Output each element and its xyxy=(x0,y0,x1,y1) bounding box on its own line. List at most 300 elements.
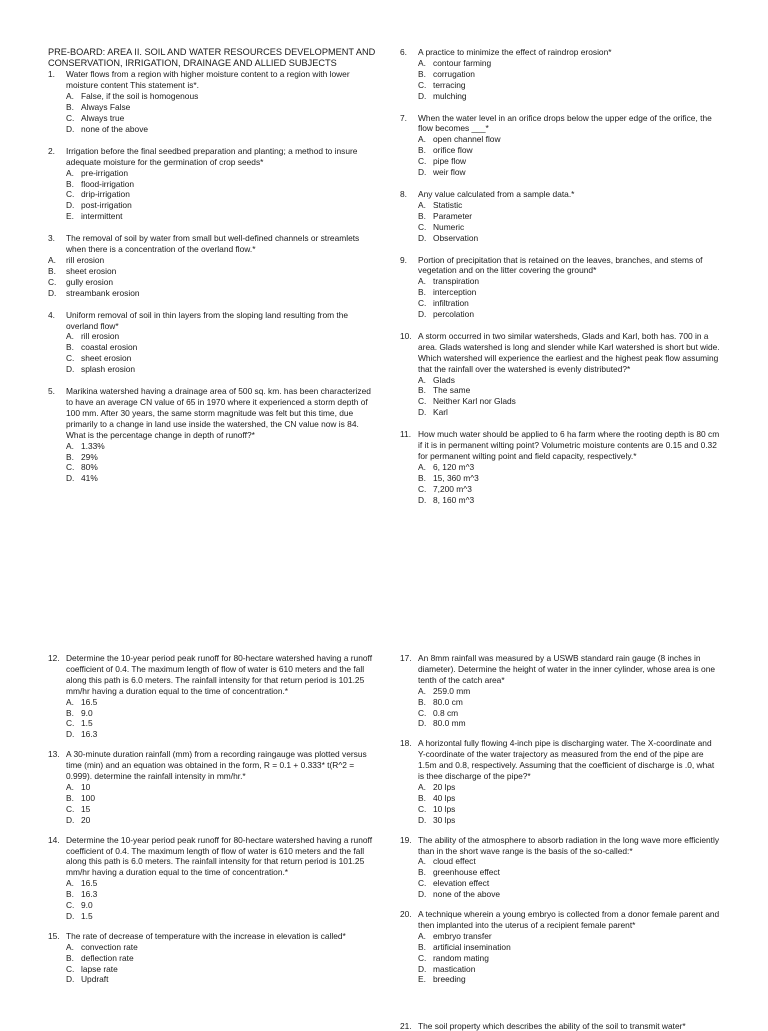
option-text: 41% xyxy=(81,473,98,484)
option-letter: B. xyxy=(418,210,426,221)
answer-option xyxy=(48,288,378,299)
answer-option xyxy=(400,58,720,69)
option-text: 9.0 xyxy=(81,900,93,911)
question-number: 4. xyxy=(48,309,55,320)
option-letter: B. xyxy=(418,867,426,878)
option-letter: A. xyxy=(418,134,426,145)
option-letter: C. xyxy=(66,113,75,124)
question-stem xyxy=(400,331,720,375)
option-letter: D. xyxy=(66,814,75,825)
option-text: mastication xyxy=(433,963,476,974)
question-text: The soil property which describes the ability of the soil to transmit water* xyxy=(418,1021,686,1031)
option-text: sheet erosion xyxy=(81,353,132,364)
option-letter: A. xyxy=(66,781,74,792)
option-letter: B. xyxy=(48,265,56,276)
answer-option xyxy=(400,804,720,815)
option-letter: B. xyxy=(66,178,74,189)
answer-option xyxy=(400,856,720,867)
answer-option xyxy=(400,473,720,484)
option-letter: E. xyxy=(66,211,74,222)
option-letter: C. xyxy=(418,803,427,814)
question-item xyxy=(48,69,378,134)
option-letter: C. xyxy=(418,952,427,963)
question-item xyxy=(400,835,720,900)
option-text: weir flow xyxy=(433,167,466,178)
answer-option xyxy=(48,189,378,200)
option-text: none of the above xyxy=(433,889,501,900)
option-letter: C. xyxy=(66,963,75,974)
option-text: Always False xyxy=(81,102,131,113)
option-text: 80% xyxy=(81,462,98,473)
option-letter: A. xyxy=(66,167,74,178)
question-stem xyxy=(400,113,720,135)
answer-option xyxy=(48,102,378,113)
answer-option xyxy=(48,168,378,179)
option-letter: B. xyxy=(66,889,74,900)
answer-option xyxy=(400,385,720,396)
option-text: 20 xyxy=(81,814,91,825)
question-stem xyxy=(400,189,720,200)
question-item xyxy=(48,835,378,922)
option-text: False, if the soil is homogenous xyxy=(81,91,199,102)
question-number: 13. xyxy=(48,749,60,760)
option-text: Karl xyxy=(433,407,448,418)
option-text: gully erosion xyxy=(66,276,114,287)
question-stem xyxy=(48,931,378,942)
option-text: pipe flow xyxy=(433,156,467,167)
option-text: Numeric xyxy=(433,221,465,232)
option-letter: A. xyxy=(418,685,426,696)
answer-option xyxy=(400,375,720,386)
option-text: Parameter xyxy=(433,210,473,221)
option-letter: B. xyxy=(66,792,74,803)
question-number: 17. xyxy=(400,653,412,663)
answer-option xyxy=(400,287,720,298)
answer-option xyxy=(48,473,378,484)
answer-option xyxy=(400,211,720,222)
option-text: 16.5 xyxy=(81,878,98,889)
answer-option xyxy=(400,686,720,697)
answer-option xyxy=(400,718,720,729)
answer-option xyxy=(400,145,720,156)
option-text: rill erosion xyxy=(81,331,120,342)
option-letter: B. xyxy=(418,472,426,483)
option-text: 15, 360 m^3 xyxy=(433,472,479,483)
option-letter: C. xyxy=(66,189,75,200)
question-item xyxy=(48,386,378,484)
question-item xyxy=(400,331,720,418)
question-list xyxy=(48,69,378,484)
option-letter: B. xyxy=(66,342,74,353)
option-letter: D. xyxy=(418,167,427,178)
answer-option xyxy=(48,900,378,911)
answer-option xyxy=(400,964,720,975)
answer-option xyxy=(400,931,720,942)
question-stem xyxy=(48,749,378,782)
question-number: 20. xyxy=(400,909,412,920)
question-text: The removal of soil by water from small but well-defined channels or streamlets when there is a concentration of the overland flow.* xyxy=(66,233,360,255)
answer-option xyxy=(400,69,720,80)
question-stem xyxy=(48,146,378,168)
option-letter: C. xyxy=(418,483,427,494)
option-text: 259.0 mm xyxy=(433,685,471,696)
option-text: 7,200 m^3 xyxy=(433,483,472,494)
option-letter: B. xyxy=(418,68,426,79)
question-item xyxy=(48,931,378,986)
answer-option xyxy=(48,211,378,222)
answer-option xyxy=(48,266,378,277)
question-stem xyxy=(48,835,378,879)
option-text: 16.5 xyxy=(81,696,98,707)
answer-option xyxy=(48,124,378,135)
answer-option xyxy=(48,452,378,463)
option-text: interception xyxy=(433,287,477,298)
option-letter: A. xyxy=(418,930,426,941)
question-text: A storm occurred in two similar watersheds, Glads and Karl, both has. 700 in a area. Glads watershed is long and slender while Karl watershed is short but wide. Which watershed will experience the earliest and the highest peak flow assuming that the rainfall over the watershed is evenly distributed?* xyxy=(418,330,720,374)
answer-option xyxy=(48,462,378,473)
answer-option xyxy=(48,113,378,124)
option-letter: B. xyxy=(418,145,426,156)
option-text: transpiration xyxy=(433,276,480,287)
question-number: 3. xyxy=(48,233,55,244)
option-text: 16.3 xyxy=(81,729,98,740)
option-letter: B. xyxy=(66,102,74,113)
answer-option xyxy=(400,942,720,953)
option-letter: A. xyxy=(418,199,426,210)
question-text: Uniform removal of soil in thin layers from the sloping land resulting from the overland flow* xyxy=(66,309,349,331)
option-text: pre-irrigation xyxy=(81,167,129,178)
option-text: 1.5 xyxy=(81,910,93,921)
answer-option xyxy=(48,889,378,900)
option-text: terracing xyxy=(433,79,466,90)
question-item xyxy=(48,749,378,825)
answer-option xyxy=(400,80,720,91)
exam-title: PRE-BOARD: AREA II. SOIL AND WATER RESOURCES DEVELOPMENT AND CONSERVATION, IRRIGATION, DRAINAGE AND ALLIED SUBJECTS xyxy=(48,47,376,69)
page-2 xyxy=(0,512,768,1024)
question-item xyxy=(400,738,720,825)
answer-option xyxy=(48,964,378,975)
question-text: A horizontal fully flowing 4-inch pipe is discharging water. The X-coordinate and Y-coordinate of the water trajectory as measured from the end of the pipe are 1.5m and 0.8, respectively. Assuming that the coefficient of discharge is .0, what is thee discharge of the pipe?* xyxy=(418,738,715,782)
option-letter: D. xyxy=(418,309,427,320)
option-text: random mating xyxy=(433,952,489,963)
option-letter: B. xyxy=(66,952,74,963)
answer-option xyxy=(400,91,720,102)
option-text: 20 lps xyxy=(433,781,456,792)
option-text: lapse rate xyxy=(81,963,118,974)
option-text: 6, 120 m^3 xyxy=(433,461,475,472)
answer-option xyxy=(400,697,720,708)
question-text: Determine the 10-year period peak runoff for 80-hectare watershed having a runoff coefficient of 0.4. The maximum length of flow of water is 610 meters and the fall along this path is 6.0 meters. The rainfall intensity for that return period is 101.25 mm/hr having a duration equal to the time of concentration.* xyxy=(66,834,373,878)
option-text: 1.33% xyxy=(81,440,105,451)
question-number: 19. xyxy=(400,834,412,845)
page2-right-column xyxy=(400,653,720,994)
option-letter: A. xyxy=(66,878,74,889)
question-text: Water flows from a region with higher moisture content to a region with lower moisture content This statement is*. xyxy=(66,69,350,91)
option-letter: C. xyxy=(418,156,427,167)
question-item xyxy=(400,653,720,729)
option-text: Glads xyxy=(433,374,455,385)
question-item xyxy=(400,909,720,985)
question-item xyxy=(48,233,378,298)
question-item xyxy=(48,653,378,740)
question-number: 6. xyxy=(400,47,407,57)
question-stem xyxy=(400,429,720,462)
question-item xyxy=(48,310,378,375)
page-1 xyxy=(0,0,768,512)
option-letter: A. xyxy=(418,461,426,472)
question-number: 18. xyxy=(400,738,412,749)
question-text: Irrigation before the final seedbed preparation and planting; a method to insure adequate moisture for the germination of crop seeds* xyxy=(66,145,358,167)
question-text: A 30-minute duration rainfall (mm) from a recording raingauge was plotted versus time (min) and an equation was obtained in the form, R = 0.1 + 0.333* t(R^2 = 0.999). determine the rainfall intensity in mm/hr.* xyxy=(66,749,367,782)
option-letter: D. xyxy=(418,963,427,974)
question-stem xyxy=(48,310,378,332)
question-stem xyxy=(400,909,720,931)
option-text: sheet erosion xyxy=(66,265,117,276)
answer-option xyxy=(400,407,720,418)
question-text: Determine the 10-year period peak runoff for 80-hectare watershed having a runoff coefficient of 0.4. The maximum length of flow of water is 610 meters and the fall along this path is 6.0 meters. The rainfall intensity for that return period is 101.25 mm/hr having a duration equal to the time of concentration.* xyxy=(66,653,373,696)
option-text: artificial insemination xyxy=(433,941,511,952)
option-letter: A. xyxy=(418,57,426,68)
question-text: A practice to minimize the effect of raindrop erosion* xyxy=(418,47,612,57)
option-letter: C. xyxy=(418,79,427,90)
answer-option xyxy=(48,782,378,793)
page2-left-column xyxy=(48,653,378,994)
option-letter: B. xyxy=(418,385,426,396)
option-letter: D. xyxy=(48,287,57,298)
option-letter: C. xyxy=(66,353,75,364)
question-list xyxy=(400,653,720,985)
option-letter: C. xyxy=(418,396,427,407)
option-letter: A. xyxy=(48,255,56,265)
option-text: deflection rate xyxy=(81,952,134,963)
option-letter: D. xyxy=(418,889,427,900)
option-text: 15 xyxy=(81,803,91,814)
answer-option xyxy=(48,911,378,922)
answer-option xyxy=(400,867,720,878)
answer-option xyxy=(48,255,378,266)
option-text: streambank erosion xyxy=(66,287,140,298)
option-text: intermittent xyxy=(81,211,123,222)
option-letter: D. xyxy=(418,407,427,418)
answer-option xyxy=(400,484,720,495)
option-letter: D. xyxy=(66,364,75,375)
option-letter: B. xyxy=(418,696,426,707)
question-21-partial xyxy=(400,1021,720,1031)
option-letter: D. xyxy=(66,200,75,211)
question-item xyxy=(400,255,720,320)
question-item xyxy=(48,146,378,222)
option-letter: D. xyxy=(66,910,75,921)
option-letter: C. xyxy=(418,221,427,232)
answer-option xyxy=(400,462,720,473)
option-text: 80.0 cm xyxy=(433,696,463,707)
option-text: 9.0 xyxy=(81,707,93,718)
page1-left-column xyxy=(48,47,378,495)
question-text: An 8mm rainfall was measured by a USWB standard rain gauge (8 inches in diameter). Determine the height of water in the inner cylinder, whose area is one tenth of the catch area* xyxy=(418,653,716,685)
answer-option xyxy=(400,708,720,719)
question-list xyxy=(48,653,378,985)
answer-option xyxy=(48,815,378,826)
answer-option xyxy=(48,878,378,889)
question-text: The ability of the atmosphere to absorb radiation in the long wave more efficiently than in the short wave range is the basis of the so-called:* xyxy=(418,834,720,856)
option-text: Observation xyxy=(433,232,479,243)
question-list xyxy=(400,47,720,506)
answer-option xyxy=(48,342,378,353)
option-letter: D. xyxy=(66,729,75,740)
option-text: none of the above xyxy=(81,123,149,134)
option-letter: A. xyxy=(66,331,74,342)
answer-option xyxy=(48,793,378,804)
option-text: embryo transfer xyxy=(433,930,492,941)
question-stem xyxy=(48,386,378,441)
option-letter: A. xyxy=(418,856,426,867)
answer-option xyxy=(48,729,378,740)
option-text: 8, 160 m^3 xyxy=(433,494,475,505)
option-letter: D. xyxy=(66,123,75,134)
option-letter: B. xyxy=(418,792,426,803)
option-letter: A. xyxy=(66,91,74,102)
answer-option xyxy=(400,200,720,211)
option-text: 10 xyxy=(81,781,91,792)
option-text: 30 lps xyxy=(433,814,456,825)
question-number: 21. xyxy=(400,1021,412,1031)
option-text: Always true xyxy=(81,113,125,124)
option-text: The same xyxy=(433,385,471,396)
answer-option xyxy=(48,697,378,708)
option-text: rill erosion xyxy=(66,255,105,265)
answer-option xyxy=(400,167,720,178)
question-number: 9. xyxy=(400,254,407,265)
question-number: 14. xyxy=(48,834,60,845)
question-stem xyxy=(400,738,720,782)
question-text: Portion of precipitation that is retained on the leaves, branches, and stems of vegetation and on the litter covering the ground* xyxy=(418,254,703,276)
option-letter: A. xyxy=(66,941,74,952)
answer-option xyxy=(400,974,720,985)
option-letter: C. xyxy=(66,462,75,473)
question-number: 12. xyxy=(48,653,60,663)
option-text: 0.8 cm xyxy=(433,707,459,718)
question-stem xyxy=(400,47,720,58)
option-letter: A. xyxy=(66,440,74,451)
option-letter: A. xyxy=(418,781,426,792)
answer-option xyxy=(400,222,720,233)
answer-option xyxy=(48,718,378,729)
answer-option xyxy=(48,179,378,190)
answer-option xyxy=(48,364,378,375)
answer-option xyxy=(400,878,720,889)
question-number: 1. xyxy=(48,69,55,80)
answer-option xyxy=(48,804,378,815)
option-letter: D. xyxy=(418,232,427,243)
question-number: 11. xyxy=(400,429,412,440)
option-letter: A. xyxy=(418,374,426,385)
answer-option xyxy=(400,396,720,407)
answer-option xyxy=(48,91,378,102)
answer-option xyxy=(400,134,720,145)
question-stem xyxy=(400,255,720,277)
answer-option xyxy=(400,276,720,287)
question-number: 8. xyxy=(400,188,407,199)
answer-option xyxy=(400,953,720,964)
option-letter: D. xyxy=(66,974,75,985)
question-item xyxy=(400,113,720,178)
question-text: A technique wherein a young embryo is collected from a donor female parent and then implanted into the uterus of a recipient female parent* xyxy=(418,909,720,930)
option-letter: D. xyxy=(418,90,427,101)
question-item xyxy=(400,429,720,505)
answer-option xyxy=(400,156,720,167)
option-text: elevation effect xyxy=(433,878,490,889)
question-item xyxy=(400,189,720,244)
answer-option xyxy=(48,331,378,342)
option-letter: E. xyxy=(418,974,426,985)
option-letter: D. xyxy=(418,814,427,825)
question-number: 15. xyxy=(48,930,60,941)
option-text: coastal erosion xyxy=(81,342,138,353)
answer-option xyxy=(400,298,720,309)
answer-option xyxy=(400,815,720,826)
option-text: 29% xyxy=(81,451,98,462)
question-number: 2. xyxy=(48,145,55,156)
option-text: Updraft xyxy=(81,974,109,985)
question-item xyxy=(400,47,720,102)
answer-option xyxy=(48,974,378,985)
option-text: contour farming xyxy=(433,57,492,68)
option-text: 10 lps xyxy=(433,803,456,814)
option-letter: C. xyxy=(66,900,75,911)
option-letter: B. xyxy=(418,287,426,298)
option-text: post-irrigation xyxy=(81,200,132,211)
answer-option xyxy=(48,441,378,452)
option-text: 80.0 mm xyxy=(433,718,466,729)
answer-option xyxy=(48,353,378,364)
answer-option xyxy=(400,495,720,506)
option-text: convection rate xyxy=(81,941,138,952)
option-text: open channel flow xyxy=(433,134,501,145)
option-letter: C. xyxy=(66,718,75,729)
option-text: 100 xyxy=(81,792,95,803)
option-letter: B. xyxy=(66,451,74,462)
answer-option xyxy=(48,953,378,964)
answer-option xyxy=(400,233,720,244)
option-text: Neither Karl nor Glads xyxy=(433,396,516,407)
option-text: 1.5 xyxy=(81,718,93,729)
option-text: breeding xyxy=(433,974,466,985)
option-text: Statistic xyxy=(433,199,463,210)
option-letter: D. xyxy=(418,494,427,505)
answer-option xyxy=(48,277,378,288)
option-letter: A. xyxy=(66,696,74,707)
option-letter: C. xyxy=(66,803,75,814)
question-text: How much water should be applied to 6 ha farm where the rooting depth is 80 cm if it is in permanent wilting point? Volumetric moisture contents are 0.15 and 0.32 for permanent wilting point and field capacity, respectively.* xyxy=(418,429,720,461)
question-text: Any value calculated from a sample data.* xyxy=(418,188,575,199)
option-letter: C. xyxy=(48,276,57,287)
option-text: infiltration xyxy=(433,298,469,309)
question-text: Marikina watershed having a drainage area of 500 sq. km. has been characterized to have an average CN value of 65 in 1970 where it experienced a storm depth of 100 mm. After 30 years, the same storm magnitude was felt but this time, due primarily to a change in land use inside the watershed, the CN value now is 84. What is the percentage change in depth of runoff?* xyxy=(66,386,371,440)
option-text: cloud effect xyxy=(433,856,476,867)
option-text: corrugation xyxy=(433,68,475,79)
option-letter: C. xyxy=(418,707,427,718)
answer-option xyxy=(400,889,720,900)
answer-option xyxy=(48,708,378,719)
option-text: orifice flow xyxy=(433,145,473,156)
question-number: 7. xyxy=(400,112,407,123)
option-letter: A. xyxy=(418,276,426,287)
option-letter: C. xyxy=(418,298,427,309)
option-text: 16.3 xyxy=(81,889,98,900)
question-number: 10. xyxy=(400,330,412,341)
question-number: 5. xyxy=(48,386,55,397)
option-text: greenhouse effect xyxy=(433,867,500,878)
